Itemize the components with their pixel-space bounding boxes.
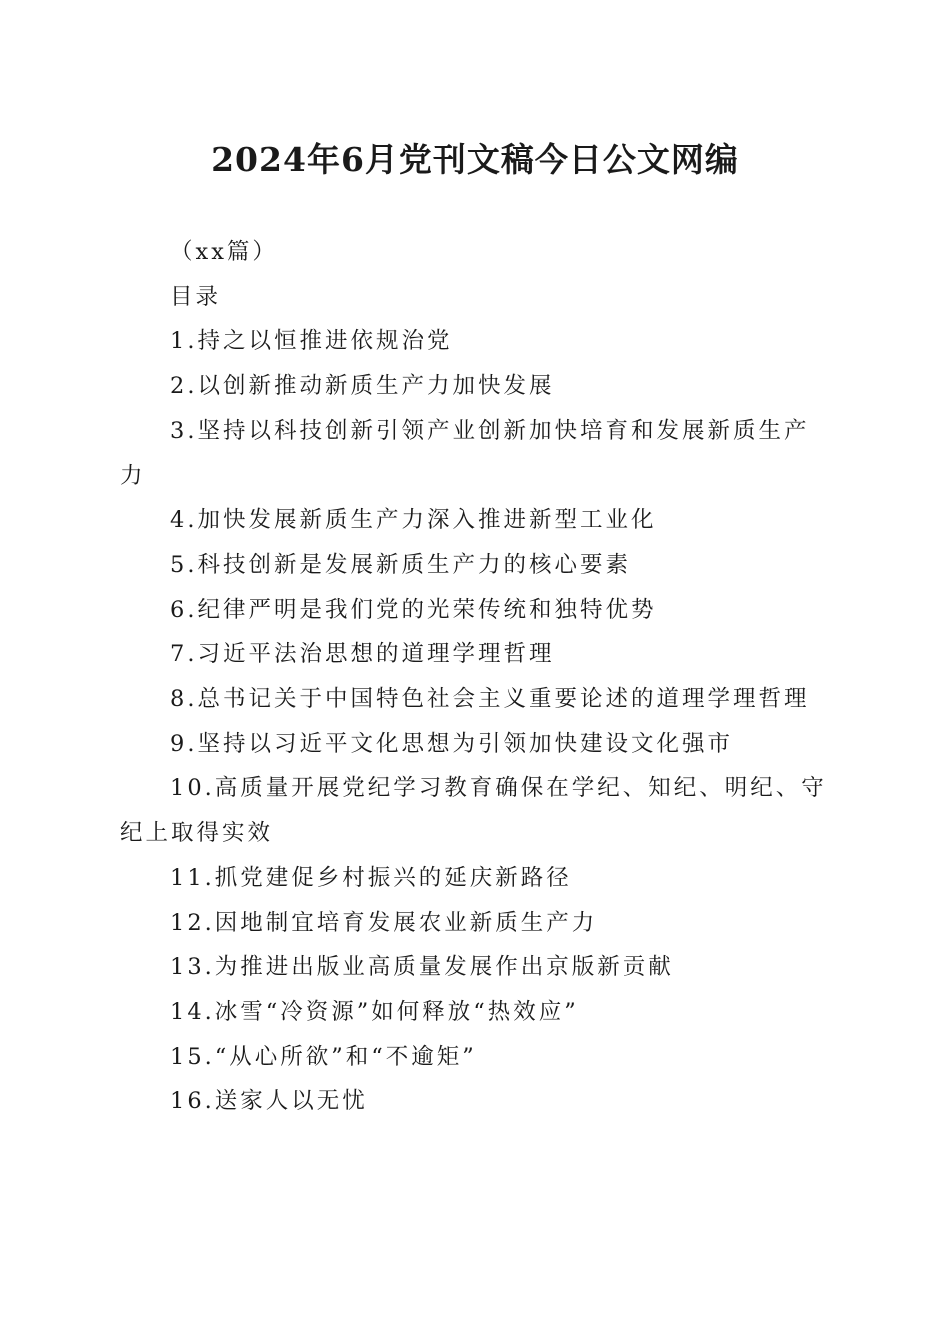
count-note: （xx篇） <box>170 239 278 265</box>
toc-item: 14.冰雪“冷资源”如何释放“热效应” <box>170 998 579 1025</box>
document-title: 2024年6月党刊文稿今日公文网编 <box>211 140 739 179</box>
toc-item: 6.纪律严明是我们党的光荣传统和独特优势 <box>170 596 657 623</box>
toc-item: 9.坚持以习近平文化思想为引领加快建设文化强市 <box>170 730 733 757</box>
toc-item: 3.坚持以科技创新引领产业创新加快培育和发展新质生产力 <box>120 417 810 489</box>
toc-item: 11.抓党建促乡村振兴的延庆新路径 <box>170 864 572 891</box>
toc-item: 7.习近平法治思想的道理学理哲理 <box>170 641 555 668</box>
toc-item: 16.送家人以无忧 <box>170 1088 368 1115</box>
toc-item: 2.以创新推动新质生产力加快发展 <box>170 373 555 400</box>
toc-heading: 目录 <box>170 283 222 310</box>
toc-item: 13.为推进出版业高质量发展作出京版新贡献 <box>170 954 674 981</box>
toc-item: 12.因地制宜培育发展农业新质生产力 <box>170 909 598 936</box>
toc-item: 8.总书记关于中国特色社会主义重要论述的道理学理哲理 <box>170 686 810 713</box>
toc-item: 4.加快发展新质生产力深入推进新型工业化 <box>170 507 657 534</box>
toc-item: 5.科技创新是发展新质生产力的核心要素 <box>170 551 631 578</box>
toc-item: 15.“从心所欲”和“不逾矩” <box>170 1043 477 1070</box>
document-body <box>120 230 830 1124</box>
toc-item: 10.高质量开展党纪学习教育确保在学纪、知纪、明纪、守纪上取得实效 <box>120 775 827 847</box>
toc-item: 1.持之以恒推进依规治党 <box>170 328 453 355</box>
